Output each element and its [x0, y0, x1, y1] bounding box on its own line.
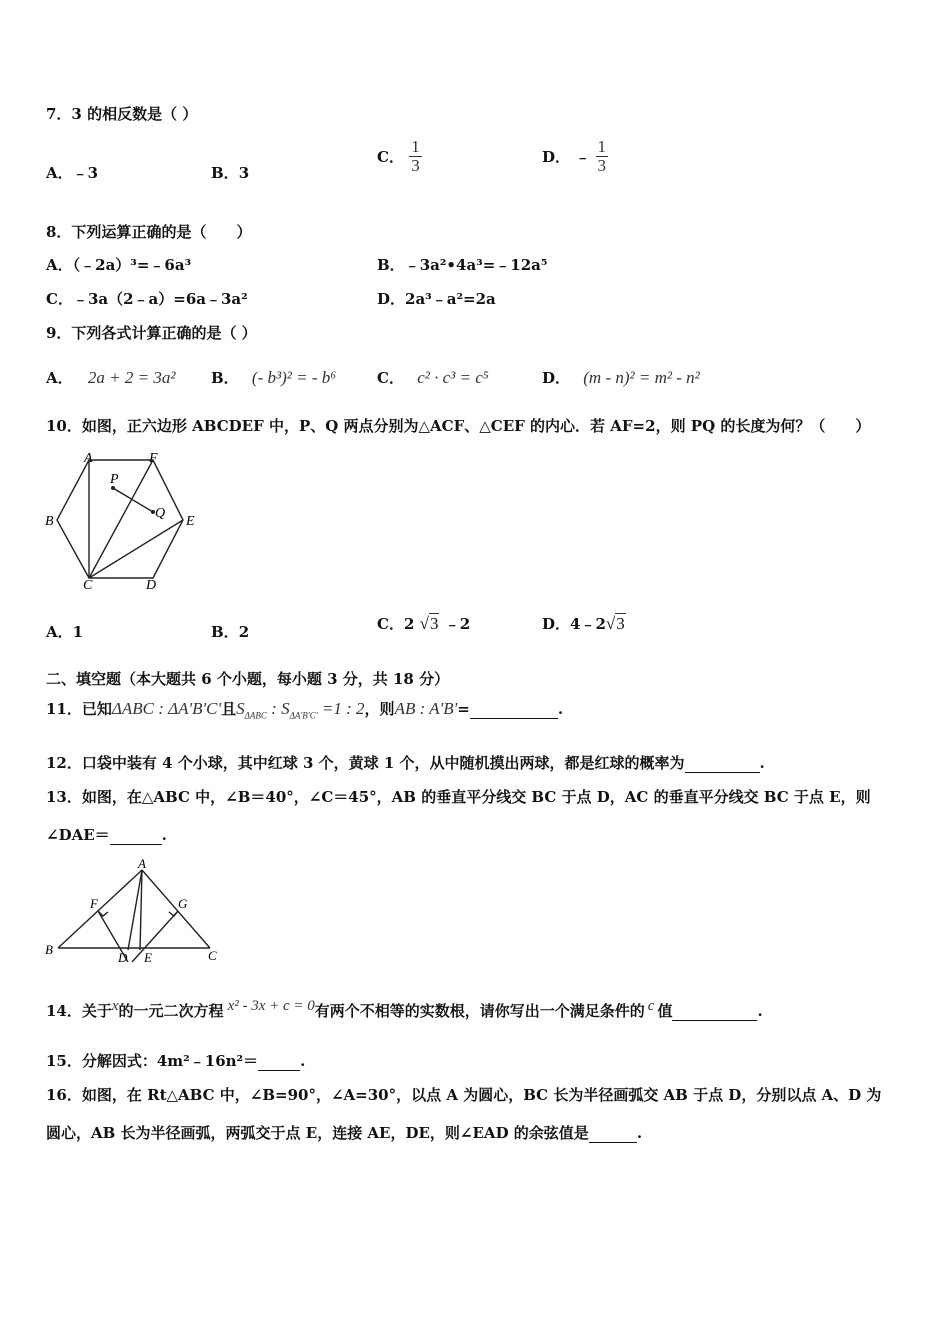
q15: [46, 1050, 305, 1071]
q12-end: .: [759, 754, 765, 772]
fraction: $\frac{1}{3}$: [411, 137, 420, 175]
label-c: C: [83, 578, 93, 593]
answer-blank[interactable]: [470, 700, 558, 719]
label-g: G: [178, 896, 188, 911]
option-label: C．: [46, 290, 73, 308]
label-b: B: [45, 514, 54, 529]
option-text: ﹣3a（2﹣a）=6a﹣3a²: [72, 290, 248, 308]
q8-option-b[interactable]: [377, 254, 547, 275]
option-label: A．: [46, 623, 73, 641]
q14-text: 14．关于: [46, 1002, 112, 1020]
q10-stem: 10．如图，正六边形 ABCDEF 中，P、Q 两点分别为△ACF、△CEF 的内心．若 AF=2，则 PQ 的长度为何？（ ）: [46, 417, 871, 435]
answer-blank[interactable]: [258, 1052, 300, 1071]
q11-text: =: [457, 700, 470, 718]
q7-option-a[interactable]: [46, 162, 98, 183]
option-label: B．: [211, 369, 239, 387]
q11-ratio-formula: AB : A'B': [394, 699, 458, 718]
q7-option-d[interactable]: [542, 138, 608, 175]
answer-blank[interactable]: [110, 826, 162, 845]
option-prefix: 2: [403, 615, 415, 633]
q16-end: .: [636, 1124, 643, 1142]
q11-text: 11．已知: [46, 700, 112, 718]
q15-text: 15．分解因式：4m²﹣16n²＝: [46, 1052, 259, 1070]
q9-option-b[interactable]: [211, 367, 336, 388]
option-label: C．: [377, 615, 404, 633]
option-label: D．: [542, 615, 571, 633]
q16-text: 圆心，AB 长为半径画弧，两弧交于点 E，连接 AE，DE，则∠EAD 的余弦值是: [46, 1124, 589, 1142]
q9-stem: 9．下列各式计算正确的是（ ）: [46, 324, 257, 342]
q10-option-c[interactable]: [377, 613, 470, 634]
option-text: ﹣3: [72, 164, 99, 182]
q12-text: 12．口袋中装有 4 个小球，其中红球 3 个，黄球 1 个，从中随机摸出两球，都是红球的概率为: [46, 754, 685, 772]
answer-blank[interactable]: [672, 1002, 757, 1021]
option-suffix: ﹣2: [444, 615, 471, 633]
label-a: A: [138, 856, 146, 871]
q14-text: 值: [657, 1002, 673, 1020]
q7-stem: 7．3 的相反数是（ ）: [46, 105, 198, 123]
option-prefix: 4﹣2: [570, 615, 606, 633]
q14-variable: x: [111, 998, 119, 1014]
q11-text: 且: [221, 700, 237, 718]
q14-end: .: [757, 1002, 763, 1020]
sqrt-symbol: √3: [419, 614, 439, 633]
label-b: B: [45, 942, 53, 957]
option-label: B．: [377, 256, 405, 274]
label-f: F: [90, 896, 98, 911]
q13-end: .: [161, 826, 167, 844]
option-label: A．: [46, 164, 73, 182]
q11-text: ，则: [364, 700, 395, 718]
q11-area-ratio: $S_{\Delta ABC}$ : $S_{\Delta A'B'C'} =1$ : 2: [236, 699, 365, 721]
q8-option-d[interactable]: [377, 288, 496, 309]
option-formula: (- b³)² = - b⁶: [251, 368, 337, 387]
q11: [46, 698, 563, 720]
q9-option-d[interactable]: [542, 367, 700, 388]
option-label: D．: [377, 290, 406, 308]
q14: [46, 998, 763, 1021]
option-text: （﹣2a）³=﹣6a³: [72, 256, 192, 274]
option-label: C．: [377, 369, 404, 387]
option-label: D．: [542, 369, 571, 387]
q11-similar-formula: ΔABC : ΔA'B'C': [111, 699, 222, 718]
q11-end: .: [557, 700, 564, 718]
label-d: D: [118, 950, 128, 965]
q16-line2: [46, 1122, 642, 1143]
q13-line1: 13．如图，在△ABC 中，∠B＝40°，∠C＝45°，AB 的垂直平分线交 BC 于点 D，AC 的垂直平分线交 BC 于点 E，则: [46, 788, 871, 806]
q16-line1: 16．如图，在 Rt△ABC 中，∠B=90°，∠A=30°，以点 A 为圆心，BC 长为半径画弧交 AB 于点 D，分别以点 A、D 为: [46, 1086, 882, 1104]
label-f: F: [149, 451, 158, 466]
q14-text: 的一元二次方程: [118, 1002, 224, 1020]
option-label: D．: [542, 148, 571, 166]
option-text: 2: [238, 623, 250, 641]
q9-option-c[interactable]: [377, 367, 489, 388]
section-heading: 二、填空题（本大题共 6 个小题，每小题 3 分，共 18 分）: [46, 670, 450, 688]
label-c: C: [208, 948, 217, 963]
option-text: 1: [72, 623, 84, 641]
option-formula: (m - n)² = m² - n²: [583, 368, 700, 387]
sqrt-symbol: √3: [605, 614, 625, 633]
option-label: C．: [377, 148, 404, 166]
label-d: D: [146, 578, 157, 593]
q10-option-b[interactable]: [211, 621, 249, 642]
q14-variable-c: c: [647, 998, 655, 1014]
option-text: 3: [238, 164, 250, 182]
q12: [46, 752, 765, 773]
option-text: ﹣3a²•4a³=﹣12a⁵: [404, 256, 548, 274]
label-e: E: [144, 950, 152, 965]
label-q: Q: [155, 506, 166, 521]
label-e: E: [186, 514, 195, 529]
q7-option-b[interactable]: [211, 162, 249, 183]
label-p: P: [110, 472, 119, 487]
q14-text: 有两个不相等的实数根，请你写出一个满足条件的: [314, 1002, 645, 1020]
q8-stem: 8．下列运算正确的是（ ）: [46, 223, 252, 241]
option-label: B．: [211, 164, 239, 182]
q10-option-d[interactable]: [542, 613, 626, 634]
answer-blank[interactable]: [685, 754, 760, 773]
q10-option-a[interactable]: [46, 621, 83, 642]
q13-line2: [46, 824, 167, 845]
hexagon-figure: [40, 448, 210, 593]
q15-end: .: [300, 1052, 306, 1070]
option-label: B．: [211, 623, 239, 641]
option-formula: c² · c³ = c⁵: [417, 368, 489, 387]
label-a: A: [84, 451, 93, 466]
option-label: A．: [46, 256, 73, 274]
q8-option-c[interactable]: [46, 288, 248, 309]
q7-option-c[interactable]: [377, 138, 422, 175]
answer-blank[interactable]: [589, 1124, 637, 1143]
fraction: $\frac{1}{3}$: [597, 137, 606, 175]
option-label: A．: [46, 369, 73, 387]
option-text: 2a³﹣a²=2a: [405, 290, 496, 308]
triangle-figure: [40, 856, 230, 966]
q9-option-a[interactable]: [46, 367, 175, 388]
q13-text: ∠DAE＝: [46, 826, 110, 844]
q8-option-a[interactable]: [46, 254, 191, 275]
minus-sign: ﹣: [575, 148, 591, 166]
q14-equation: x² - 3x + c = 0: [227, 998, 315, 1014]
option-formula: 2a + 2 = 3a²: [87, 368, 176, 387]
